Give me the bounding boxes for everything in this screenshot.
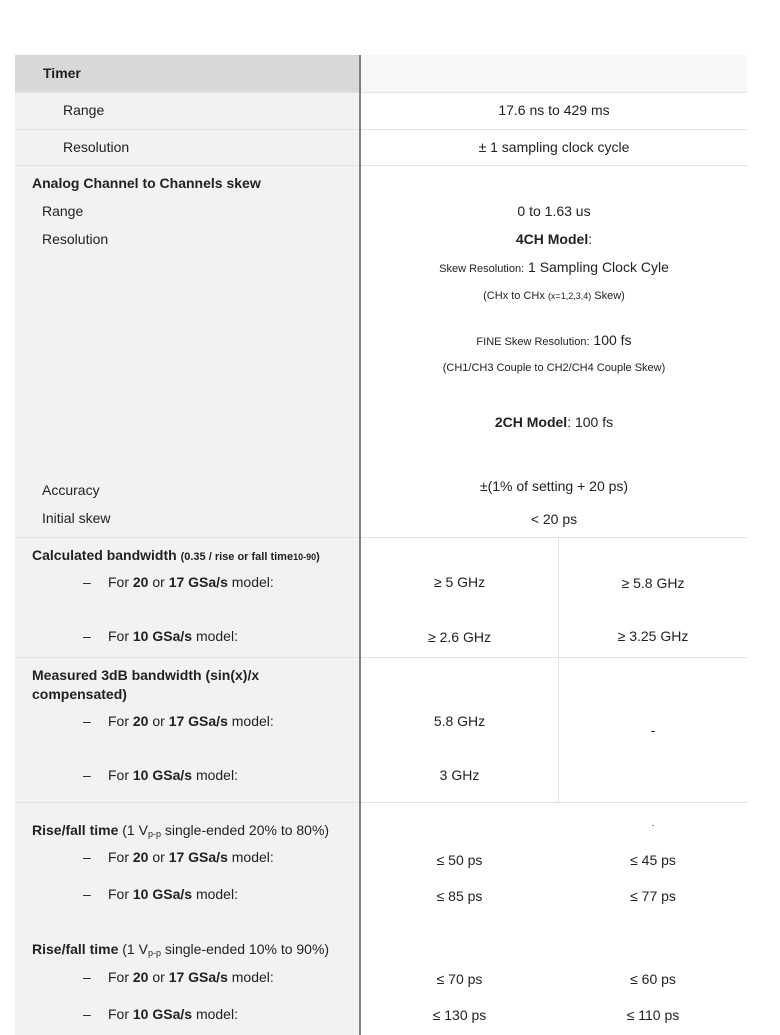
model-word: model: bbox=[231, 969, 274, 985]
bullet-dash: – bbox=[83, 767, 91, 783]
model-10-label bbox=[108, 1006, 238, 1023]
spec-table bbox=[15, 55, 747, 1035]
rate-10: 10 GSa/s bbox=[132, 628, 193, 644]
model-4ch-colon: : bbox=[588, 231, 593, 247]
for-word: For bbox=[108, 574, 129, 590]
rate-10: 10 GSa/s bbox=[132, 767, 193, 783]
rise-1090-heading bbox=[32, 941, 329, 958]
skew-range-label: Range bbox=[42, 203, 84, 219]
calc-bw-20-v1: ≥ 5 GHz bbox=[433, 574, 486, 590]
bullet-dash: – bbox=[83, 849, 91, 865]
skew-resolution-label: Resolution bbox=[42, 231, 109, 247]
model-20-17-label bbox=[108, 574, 274, 591]
model-word: model: bbox=[195, 886, 238, 902]
row-divider bbox=[15, 537, 747, 538]
rise-2080-20-v1: ≤ 50 ps bbox=[436, 852, 483, 868]
model-10-label bbox=[108, 886, 238, 903]
rise-2080-10-v1: ≤ 85 ps bbox=[436, 888, 483, 904]
row-divider bbox=[15, 129, 747, 130]
rise-1090-note-suffix: single-ended 10% to 90%) bbox=[164, 941, 330, 957]
model-word: model: bbox=[195, 1006, 238, 1022]
fine-skew-label: FINE Skew Resolution: bbox=[476, 336, 590, 348]
chx-note-subscript: (x=1,2,3,4) bbox=[547, 291, 592, 301]
or-word: or bbox=[152, 969, 165, 985]
calc-bw-10-v1: ≥ 2.6 GHz bbox=[428, 629, 491, 645]
meas-bw-col2-dash: - bbox=[650, 722, 656, 738]
bullet-dash: – bbox=[83, 886, 91, 902]
fine-skew-value: 100 fs bbox=[593, 332, 632, 348]
model-10-label bbox=[108, 628, 238, 645]
bullet-dash: – bbox=[83, 1006, 91, 1022]
model-word: model: bbox=[231, 849, 274, 865]
skew-resolution-sublabel: Skew Resolution: bbox=[439, 263, 525, 275]
calc-bw-heading bbox=[32, 547, 320, 566]
for-word: For bbox=[108, 849, 129, 865]
for-word: For bbox=[108, 713, 129, 729]
for-word: For bbox=[108, 1006, 129, 1022]
rise-2080-20-v2: ≤ 45 ps bbox=[630, 852, 676, 868]
timer-header-value-background bbox=[361, 55, 747, 92]
rise-1090-10-v1: ≤ 130 ps bbox=[432, 1007, 487, 1023]
rise-1090-title: Rise/fall time bbox=[32, 941, 119, 957]
chx-note-suffix: Skew) bbox=[594, 290, 625, 302]
model-20-17-label bbox=[108, 713, 274, 730]
rise-1090-20-v1: ≤ 70 ps bbox=[436, 971, 483, 987]
row-divider bbox=[15, 657, 747, 658]
timer-resolution-label: Resolution bbox=[63, 139, 130, 155]
model-4ch-name: 4CH Model bbox=[515, 231, 589, 247]
skew-range-value: 0 to 1.63 us bbox=[517, 203, 591, 219]
rate-17: 17 GSa/s bbox=[168, 969, 228, 985]
bullet-dash: – bbox=[83, 628, 91, 644]
calc-bw-note bbox=[181, 551, 320, 563]
bullet-dash: – bbox=[83, 969, 91, 985]
model-word: model: bbox=[195, 628, 238, 644]
for-word: For bbox=[108, 628, 129, 644]
model-20-17-label bbox=[108, 849, 274, 866]
rate-20: 20 bbox=[132, 713, 149, 729]
rise-2080-heading bbox=[32, 822, 329, 839]
timer-title: Timer bbox=[43, 65, 81, 81]
model-2ch-value: : 100 fs bbox=[567, 414, 614, 430]
couple-skew-note: (CH1/CH3 Couple to CH2/CH4 Couple Skew) bbox=[442, 362, 666, 374]
skew-title: Analog Channel to Channels skew bbox=[32, 175, 261, 191]
model-word: model: bbox=[231, 574, 274, 590]
for-word: For bbox=[108, 969, 129, 985]
rise-2080-dot: . bbox=[651, 818, 655, 829]
skew-accuracy-label: Accuracy bbox=[42, 482, 100, 498]
rate-17: 17 GSa/s bbox=[168, 713, 228, 729]
meas-bw-title-line1: Measured 3dB bandwidth (sin(x)/x bbox=[32, 667, 260, 683]
timer-resolution-value: ± 1 sampling clock cycle bbox=[478, 139, 630, 155]
for-word: For bbox=[108, 886, 129, 902]
rate-17: 17 GSa/s bbox=[168, 574, 228, 590]
calc-bw-note-subscript: 10-90 bbox=[293, 552, 317, 562]
skew-initial-value: < 20 ps bbox=[530, 511, 578, 527]
model-2ch-name: 2CH Model bbox=[494, 414, 568, 430]
chx-skew-note bbox=[361, 288, 747, 305]
rate-10: 10 GSa/s bbox=[132, 1006, 193, 1022]
calc-bw-title: Calculated bandwidth bbox=[32, 547, 177, 563]
model-4ch-line bbox=[361, 231, 747, 248]
skew-resolution-line bbox=[361, 259, 747, 278]
or-word: or bbox=[152, 713, 165, 729]
model-2ch-line bbox=[361, 414, 747, 431]
meas-bw-20-v1: 5.8 GHz bbox=[433, 713, 486, 729]
meas-bw-10-v1: 3 GHz bbox=[439, 767, 480, 783]
row-divider bbox=[15, 802, 747, 803]
calc-bw-note-suffix: ) bbox=[316, 551, 320, 563]
rise-1090-10-v2: ≤ 110 ps bbox=[626, 1007, 680, 1023]
rise-2080-10-v2: ≤ 77 ps bbox=[630, 888, 676, 904]
skew-initial-label: Initial skew bbox=[42, 510, 111, 526]
for-word: For bbox=[108, 767, 129, 783]
rise-2080-title: Rise/fall time bbox=[32, 822, 119, 838]
skew-accuracy-value: ±(1% of setting + 20 ps) bbox=[479, 478, 629, 494]
or-word: or bbox=[152, 574, 165, 590]
calc-bw-note-prefix: (0.35 / rise or fall time bbox=[180, 551, 294, 563]
row-divider bbox=[15, 165, 747, 166]
timer-range-label: Range bbox=[63, 102, 105, 118]
rise-2080-note-prefix: (1 V bbox=[122, 822, 148, 838]
rate-17: 17 GSa/s bbox=[168, 849, 228, 865]
rise-2080-note-suffix: single-ended 20% to 80%) bbox=[164, 822, 330, 838]
chx-note-prefix: (CHx to CHx bbox=[483, 290, 545, 302]
or-word: or bbox=[152, 849, 165, 865]
rate-20: 20 bbox=[132, 849, 149, 865]
meas-bw-title-line2: compensated) bbox=[32, 686, 127, 702]
skew-resolution-value: 1 Sampling Clock Cyle bbox=[528, 259, 669, 275]
rise-2080-note-subscript: p-p bbox=[147, 829, 161, 839]
calc-bw-10-v2: ≥ 3.25 GHz bbox=[617, 628, 689, 644]
rate-20: 20 bbox=[132, 574, 149, 590]
rise-1090-note-prefix: (1 V bbox=[122, 941, 148, 957]
rise-1090-note-subscript: p-p bbox=[147, 948, 161, 958]
model-20-17-label bbox=[108, 969, 274, 986]
rate-10: 10 GSa/s bbox=[132, 886, 193, 902]
row-divider bbox=[15, 92, 747, 93]
rise-1090-20-v2: ≤ 60 ps bbox=[630, 971, 676, 987]
bullet-dash: – bbox=[83, 574, 91, 590]
model-word: model: bbox=[195, 767, 238, 783]
model-word: model: bbox=[231, 713, 274, 729]
bullet-dash: – bbox=[83, 713, 91, 729]
rate-20: 20 bbox=[132, 969, 149, 985]
fine-skew-line bbox=[361, 332, 747, 351]
model-10-label bbox=[108, 767, 238, 784]
timer-range-value: 17.6 ns to 429 ms bbox=[498, 102, 610, 118]
calc-bw-20-v2: ≥ 5.8 GHz bbox=[621, 575, 685, 591]
